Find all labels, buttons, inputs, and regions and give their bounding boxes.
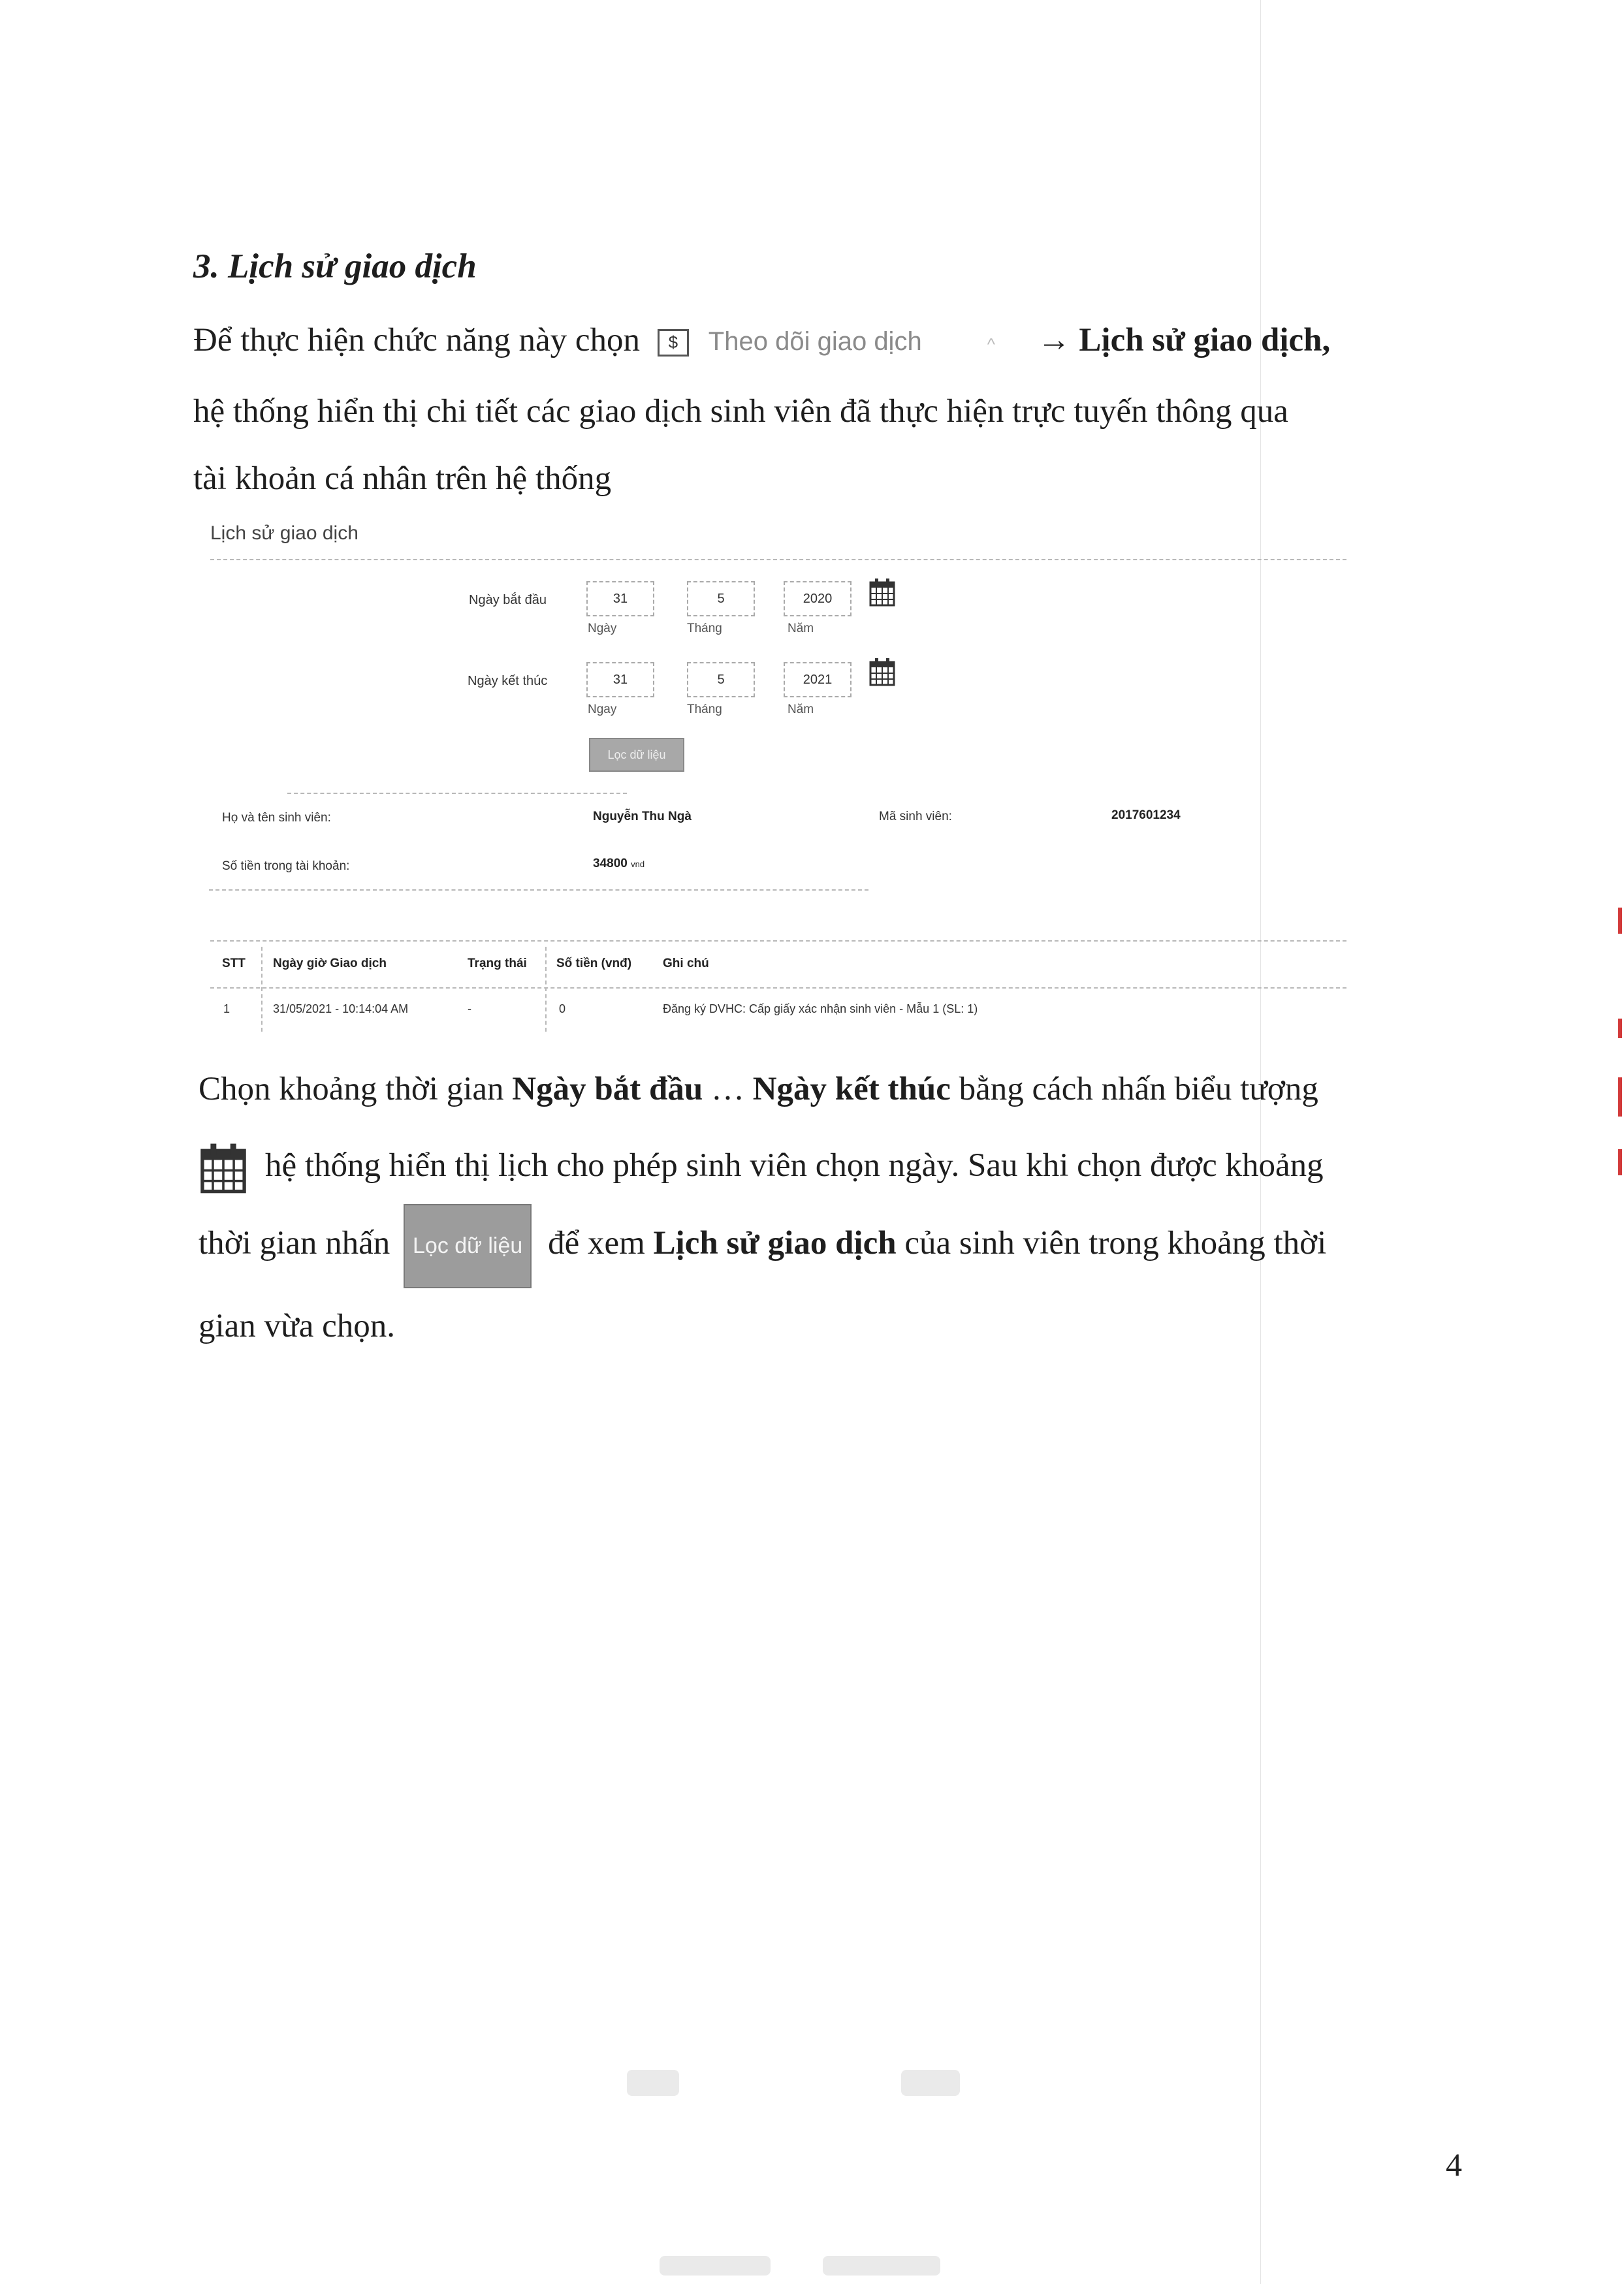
column-header: Ghi chú — [663, 957, 709, 970]
screenshot-title: Lịch sử giao dịch — [210, 522, 358, 544]
scan-smudge — [660, 2256, 771, 2276]
end-month-field[interactable]: 5 — [687, 662, 755, 697]
instructions-paragraph — [199, 1051, 1472, 1365]
scan-smudge — [627, 2070, 679, 2096]
filter-button-image: Lọc dữ liệu — [404, 1204, 532, 1288]
start-day-field[interactable]: 31 — [586, 581, 654, 616]
intro-paragraph — [193, 307, 1467, 513]
divider — [209, 889, 868, 891]
column-header: Số tiền (vnđ) — [556, 957, 632, 970]
calendar-icon — [199, 1141, 248, 1195]
student-id-value: 2017601234 — [1111, 808, 1181, 822]
balance-value: 34800 vnd — [593, 857, 645, 870]
start-year-field[interactable]: 2020 — [784, 581, 852, 616]
instructions-line-4: gian vừa chọn. — [199, 1308, 395, 1344]
month-caption: Tháng — [687, 622, 722, 635]
divider — [287, 793, 627, 794]
table-cell: Đăng ký DVHC: Cấp giấy xác nhận sinh viên - Mẫu 1 (SL: 1) — [663, 1002, 978, 1015]
year-caption: Năm — [788, 622, 814, 635]
balance-label: Số tiền trong tài khoản: — [222, 859, 350, 873]
scan-smudge — [823, 2256, 940, 2276]
table-header-border — [210, 987, 1346, 989]
intro-line-3: tài khoản cá nhân trên hệ thống — [193, 460, 612, 497]
end-year-field[interactable]: 2021 — [784, 662, 852, 697]
table-cell: 1 — [223, 1002, 231, 1015]
column-header: STT — [222, 957, 246, 970]
instructions-line-3: thời gian nhấn Lọc dữ liệu để xem Lịch sử giao dịch của sinh viên trong khoảng thời — [199, 1204, 1472, 1288]
day-caption: Ngày — [588, 622, 617, 635]
chevron-icon: ^ — [987, 334, 995, 354]
arrow: → — [1037, 322, 1071, 358]
red-mark — [1618, 1019, 1622, 1038]
menu-item-theo-doi-giao-dich: $ Theo dõi giao dịch ^ — [658, 308, 995, 378]
table-cell: 31/05/2021 - 10:14:04 AM — [273, 1002, 409, 1015]
dollar-icon: $ — [658, 329, 689, 357]
divider — [210, 559, 1346, 560]
transaction-history-screenshot — [196, 509, 1345, 1058]
section-heading: 3. Lịch sử giao dịch — [193, 247, 477, 285]
column-divider — [545, 947, 547, 1032]
column-header: Ngày giờ Giao dịch — [273, 957, 387, 970]
page-number: 4 — [1446, 2146, 1462, 2183]
calendar-icon[interactable] — [868, 657, 896, 687]
year-caption: Năm — [788, 703, 814, 716]
red-mark — [1618, 1149, 1622, 1175]
filter-button[interactable]: Lọc dữ liệu — [589, 738, 684, 772]
day-caption: Ngay — [588, 703, 617, 716]
end-date-label: Ngày kết thúc — [468, 674, 548, 688]
table-cell: - — [468, 1002, 471, 1015]
instructions-line-1: Chọn khoảng thời gian Ngày bắt đầu … Ngày kết thúc bằng cách nhấn biểu tượng — [199, 1071, 1318, 1107]
column-divider — [261, 947, 263, 1032]
start-month-field[interactable]: 5 — [687, 581, 755, 616]
end-day-field[interactable]: 31 — [586, 662, 654, 697]
intro-line-2: hệ thống hiển thị chi tiết các giao dịch sinh viên đã thực hiện trực tuyến thông qua — [193, 392, 1288, 430]
table-cell: 0 — [559, 1002, 566, 1015]
start-date-label: Ngày bắt đầu — [469, 593, 547, 607]
month-caption: Tháng — [687, 703, 722, 716]
target-label: Lịch sử giao dịch — [1079, 322, 1322, 358]
student-id-label: Mã sinh viên: — [879, 810, 952, 823]
student-name-value: Nguyễn Thu Ngà — [593, 810, 692, 823]
column-header: Trạng thái — [468, 957, 527, 970]
red-mark — [1618, 1077, 1622, 1117]
intro-line-1: Để thực hiện chức năng này chọn $ Theo dõi giao dịch ^ → Lịch sử giao dịch, — [193, 307, 1467, 378]
table-top-border — [210, 940, 1346, 942]
student-name-label: Họ và tên sinh viên: — [222, 811, 331, 825]
instructions-line-2: hệ thống hiển thị lịch cho phép sinh viên chọn ngày. Sau khi chọn được khoảng — [199, 1128, 1472, 1204]
calendar-icon[interactable] — [868, 577, 896, 607]
scan-smudge — [901, 2070, 960, 2096]
red-mark — [1618, 908, 1622, 934]
